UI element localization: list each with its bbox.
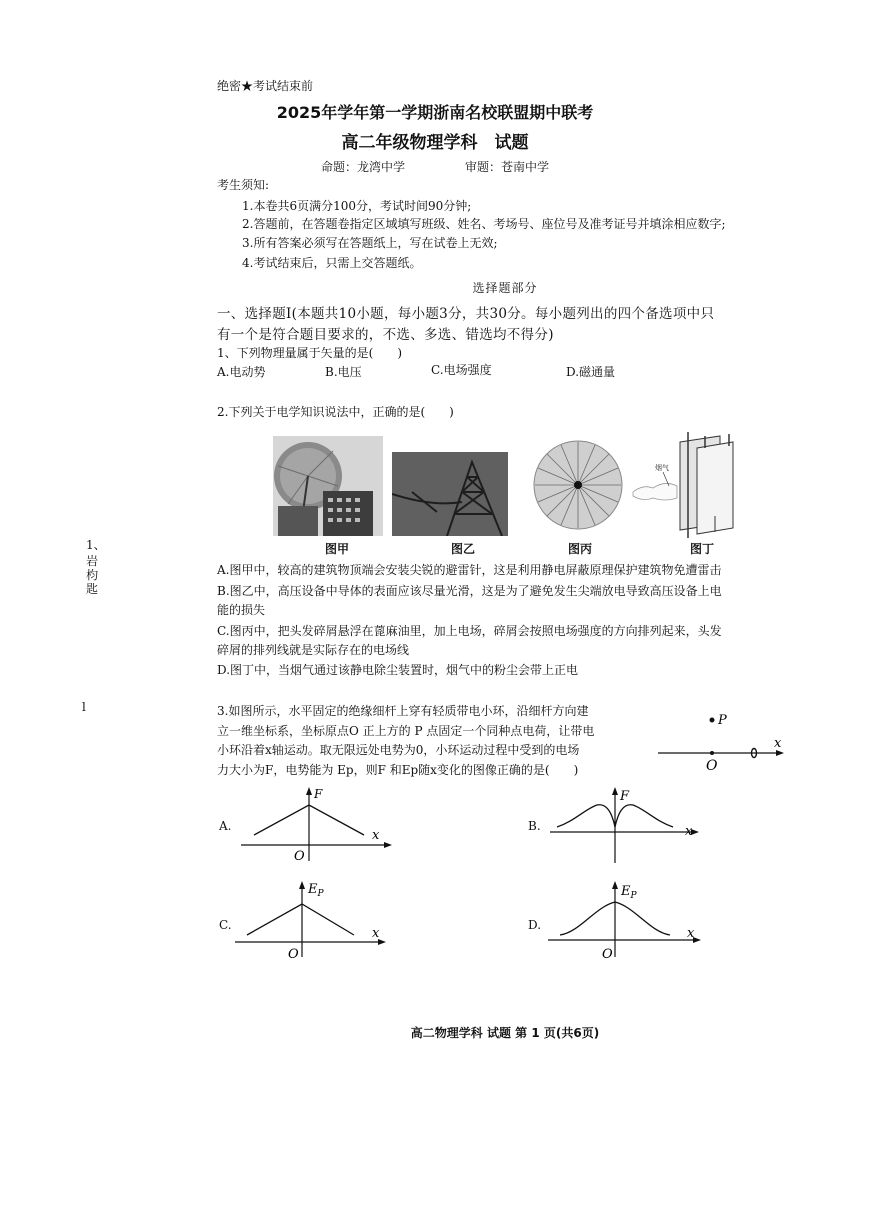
q3-graph-c (232, 877, 392, 963)
margin-mark: l (82, 700, 86, 714)
margin-char: 枃 (86, 568, 99, 582)
origin-label: O (288, 947, 299, 962)
notice-item: 1.本卷共6页满分100分，考试时间90分钟; (242, 199, 472, 213)
part-instructions: 一、选择题Ⅰ(本题共10小题，每小题3分，共30分。每小题列出的四个备选项中只 (217, 306, 715, 322)
smoke-label: 烟气 (655, 464, 669, 472)
setters-line: 命题：龙湾中学 审题：苍南中学 (320, 160, 549, 174)
secret-mark: 绝密★考试结束前 (217, 79, 314, 93)
page-footer: 高二物理学科 试题 第 1 页(共6页) (410, 1026, 600, 1040)
x-axis-label: x (372, 828, 380, 843)
q3-graph-b (545, 785, 705, 865)
charge-point (710, 718, 715, 723)
notice-heading: 考生须知: (217, 178, 270, 192)
q3-stem-line: 3.如图所示，水平固定的绝缘细杆上穿有轻质带电小环，沿细杆方向建 (217, 704, 589, 718)
q2-option-b-cont: 能的损失 (217, 603, 266, 617)
q3-stem-line: 立一维坐标系，坐标原点O 正上方的 P 点固定一个同种点电荷，让带电 (217, 724, 595, 738)
point-label: P (718, 713, 727, 728)
exam-title: 2025年学年第一学期浙南名校联盟期中联考 (276, 103, 594, 122)
q2-option-c: C.图丙中，把头发碎屑悬浮在蓖麻油里，加上电场，碎屑会按照电场强度的方向排列起来，头发 (217, 624, 722, 638)
q1-stem: 1、下列物理量属于矢量的是( ) (217, 346, 402, 360)
q1-option-b: B.电压 (325, 365, 362, 379)
caption-jia: 图甲 (325, 542, 350, 556)
notice-item: 3.所有答案必须写在答题纸上，写在试卷上无效; (242, 236, 498, 250)
x-axis-label: x (372, 926, 380, 941)
q3-graph-d (545, 877, 705, 963)
photo-lightning-rod (273, 436, 383, 536)
origin-label: O (294, 849, 305, 864)
notice-item: 2.答题前，在答题卷指定区域填写班级、姓名、考场号、座位号及准考证号并填涂相应数字; (242, 217, 726, 231)
q3-option-d-label: D. (528, 918, 542, 932)
q3-option-c-label: C. (219, 918, 232, 932)
part-instructions: 有一个是符合题目要求的，不选、多选、错选均不得分) (217, 327, 554, 343)
q1-option-a: A.电动势 (217, 365, 266, 379)
q2-option-b: B.图乙中，高压设备中导体的表面应该尽量光滑，这是为了避免发生尖端放电导致高压设备上电 (217, 584, 722, 598)
y-axis-label: F (314, 787, 323, 801)
photo-power-tower (392, 452, 508, 536)
q2-stem: 2.下列关于电学知识说法中，正确的是( ) (217, 405, 454, 419)
margin-char: 匙 (86, 582, 99, 596)
energy-curve (247, 904, 354, 935)
section-title: 选择题部分 (472, 281, 538, 295)
y-axis-label: $E_P$ (621, 884, 637, 901)
photo-hair-field-lines (531, 440, 626, 530)
caption-ding: 图丁 (690, 542, 715, 556)
q3-setup-diagram (650, 706, 795, 776)
x-axis-label: x (685, 824, 693, 839)
axis-label: x (774, 736, 782, 751)
q1-option-c: C.电场强度 (431, 363, 492, 377)
y-axis-label: F (620, 789, 630, 804)
q1-option-d: D.磁通量 (566, 365, 616, 379)
q3-stem-line: 小环沿着x轴运动。取无限远处电势为0，小环运动过程中受到的电场 (217, 743, 580, 757)
notice-item: 4.考试结束后，只需上交答题纸。 (242, 256, 422, 270)
q3-option-b-label: B. (528, 819, 541, 833)
x-axis-label: x (687, 926, 695, 941)
y-axis-label: $E_P$ (308, 882, 324, 899)
figure-electrostatic-precipitator (625, 432, 745, 540)
q3-graph-a (236, 785, 396, 865)
caption-bing: 图丙 (568, 542, 593, 556)
q3-option-a-label: A. (219, 819, 232, 833)
margin-char: 岩 (86, 554, 99, 568)
caption-yi: 图乙 (451, 542, 476, 556)
q2-option-a: A.图甲中，较高的建筑物顶端会安装尖锐的避雷针，这是利用静电屏蔽原理保护建筑物免遭雷击 (217, 563, 722, 577)
origin-label: O (602, 947, 613, 962)
q2-option-c-cont: 碎屑的排列线就是实际存在的电场线 (217, 643, 410, 657)
exam-subtitle: 高二年级物理学科 试题 (341, 133, 529, 153)
q2-option-d: D.图丁中，当烟气通过该静电除尘装置时，烟气中的粉尘会带上正电 (217, 663, 579, 677)
origin-label: O (706, 758, 718, 774)
margin-char: 1、 (86, 538, 106, 552)
q3-stem-line: 力大小为F，电势能为 Ep，则F 和Ep随x变化的图像正确的是( ) (217, 763, 579, 777)
